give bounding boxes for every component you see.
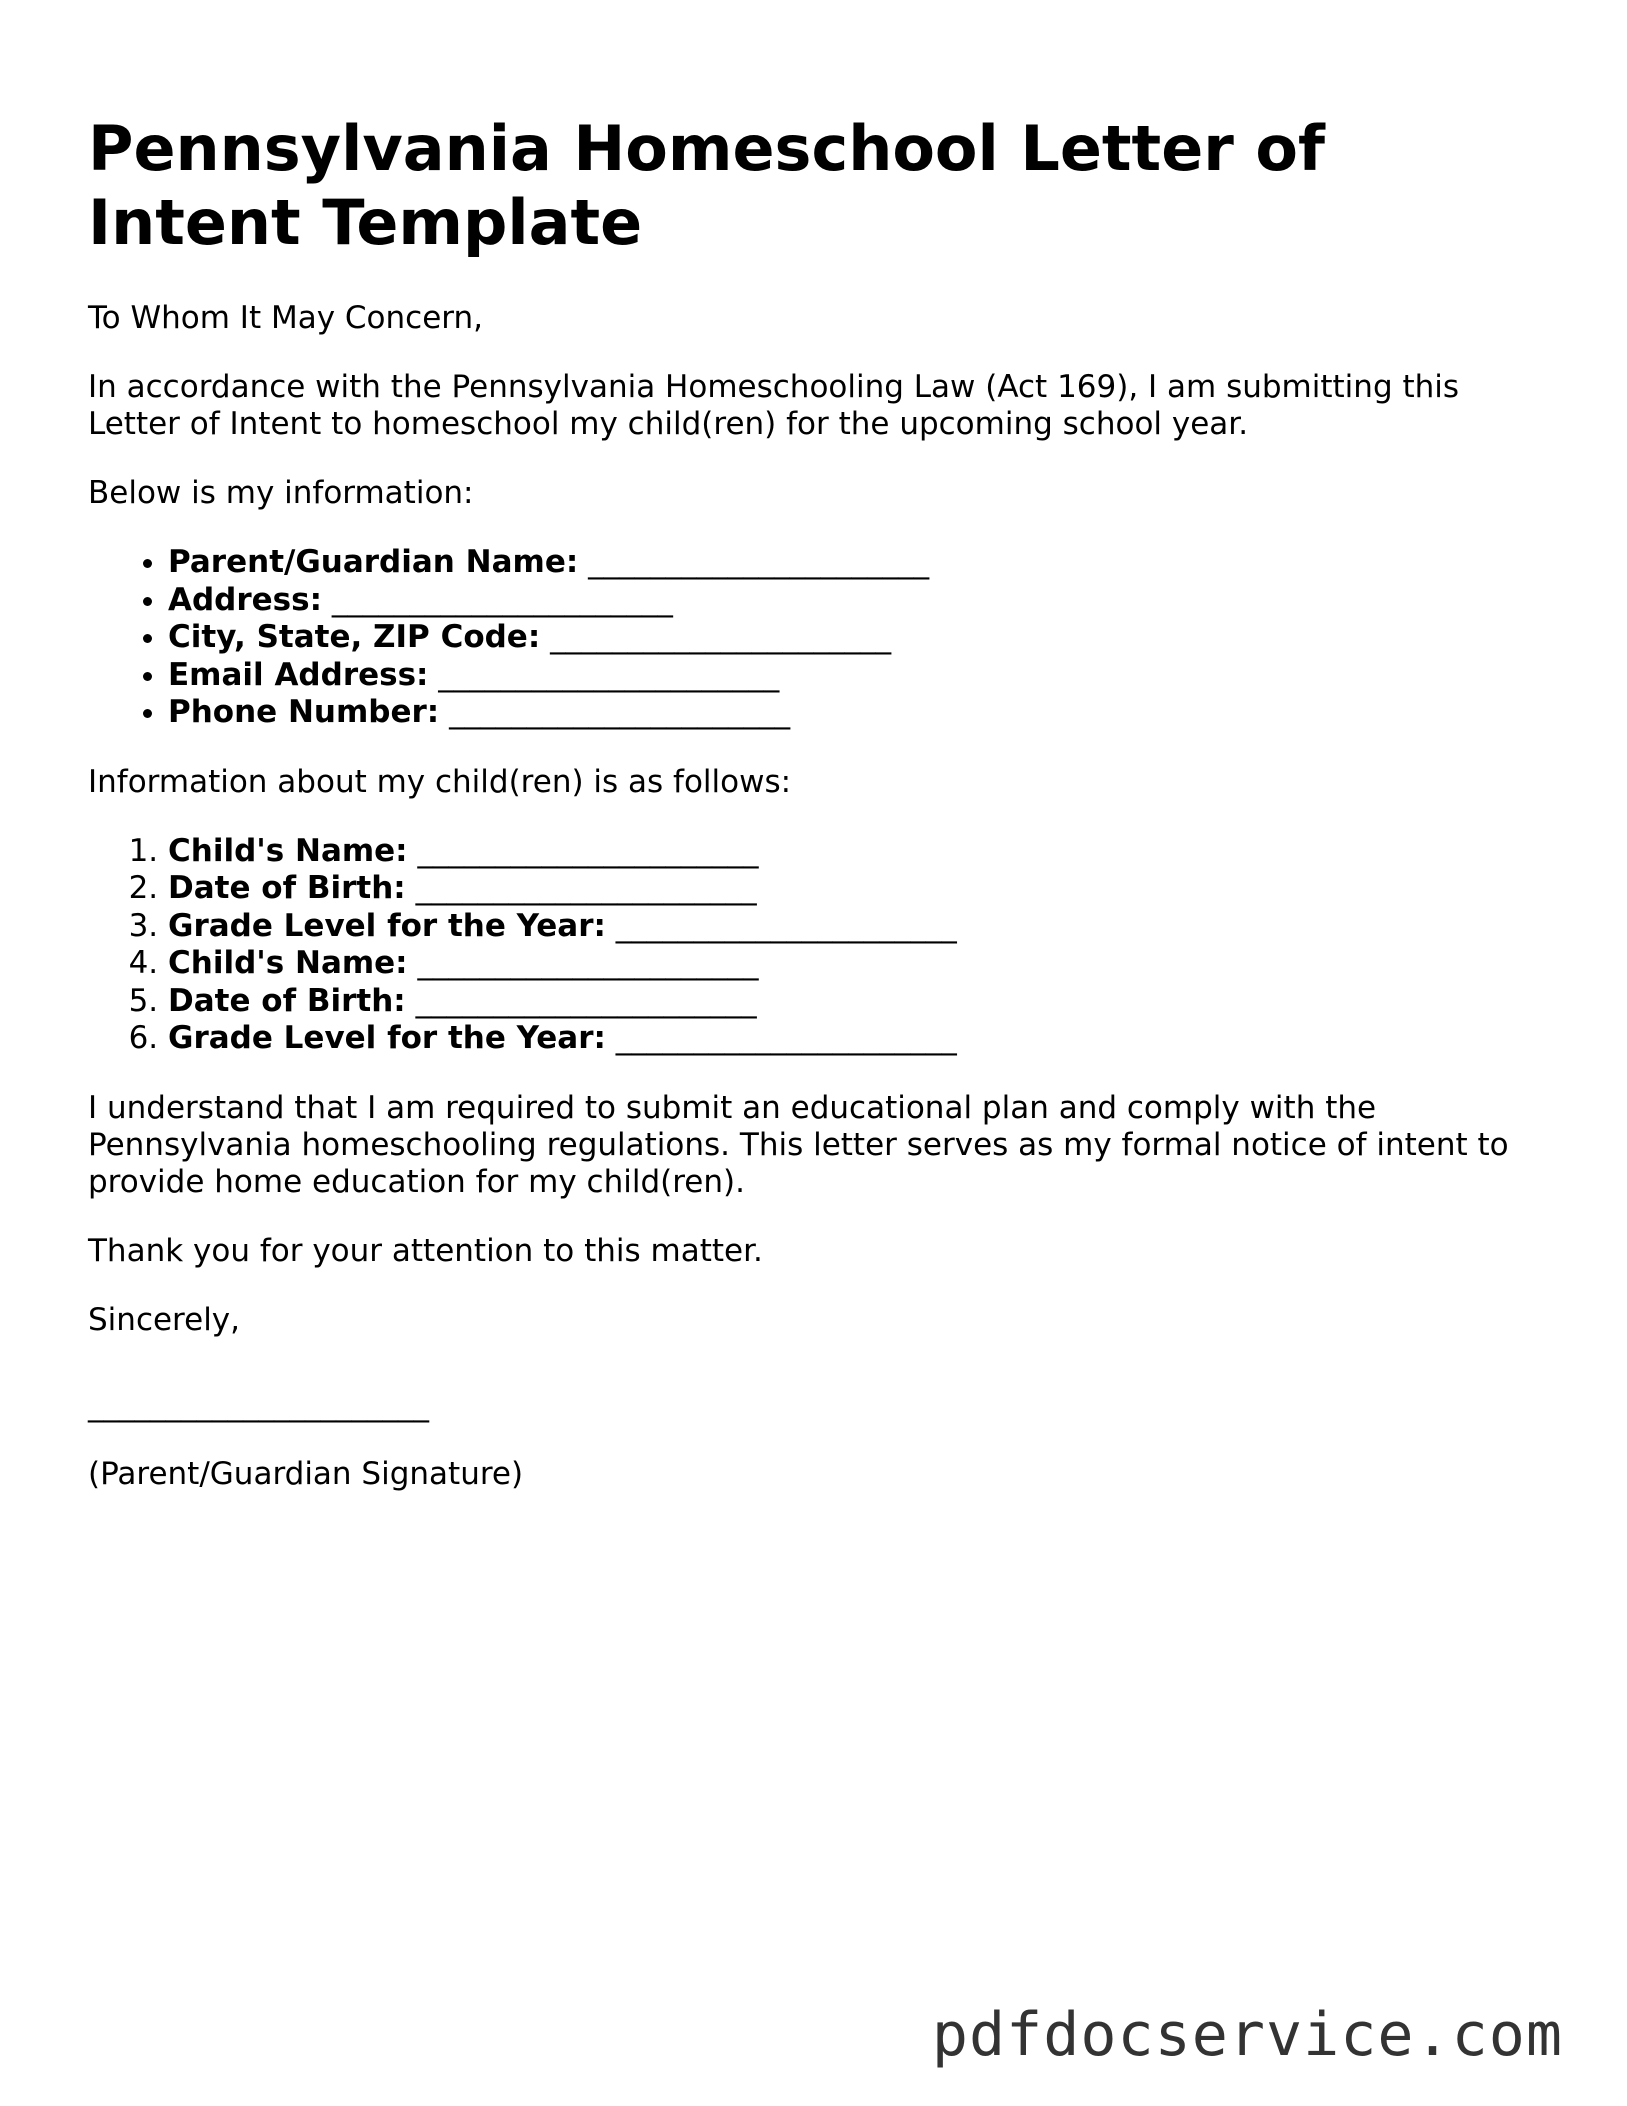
list-item [168,544,1528,582]
understanding-paragraph: I understand that I am required to submit an educational plan and comply with the Pennsylvania homeschooling regulations. This letter serves as my formal notice of intent to provide home education for my child(ren). [88,1089,1509,1200]
blank-line[interactable]: ______________________ [438,656,780,693]
blank-line[interactable]: ______________________ [588,544,930,580]
blank-line[interactable]: ______________________ [615,1020,957,1056]
list-item [168,908,1528,946]
thanks-paragraph: Thank you for your attention to this matter. [88,1232,763,1269]
field-label: Email Address: [168,656,429,693]
children-heading: Information about my child(ren) is as follows: [88,763,792,800]
blank-line[interactable]: ______________________ [550,619,892,655]
field-label: Parent/Guardian Name: [168,544,579,580]
intro-paragraph: In accordance with the Pennsylvania Homeschooling Law (Act 169), I am submitting this Letter of Intent to homeschool my child(ren) for the upcoming school year. [88,369,1460,442]
field-label: Grade Level for the Year: [168,1020,606,1056]
signature-caption: (Parent/Guardian Signature) [88,1455,524,1492]
closing: Sincerely, [88,1301,241,1338]
blank-line[interactable]: ______________________ [615,907,957,944]
child-info-list [88,833,1528,1058]
signature-line[interactable]: ______________________ [88,1386,429,1423]
blank-line[interactable]: ______________________ [331,581,673,618]
field-label: Phone Number: [168,694,440,730]
list-item [168,657,1528,695]
greeting: To Whom It May Concern, [88,300,483,336]
info-heading: Below is my information: [88,475,474,511]
list-item [168,833,1528,871]
field-label: City, State, ZIP Code: [168,619,541,655]
blank-line[interactable]: ______________________ [449,694,791,730]
document-page [88,112,1528,1525]
list-item [168,619,1528,657]
parent-info-list [88,544,1528,732]
blank-line[interactable]: ______________________ [415,982,757,1019]
field-label: Grade Level for the Year: [168,907,606,944]
blank-line[interactable]: ______________________ [415,870,757,906]
list-item [168,1020,1528,1058]
list-item [168,694,1528,732]
field-label: Date of Birth: [168,870,406,906]
field-label: Child's Name: [168,945,408,981]
list-item [168,945,1528,983]
list-item [168,582,1528,620]
watermark: pdfdocservice.com [931,2000,1563,2070]
field-label: Address: [168,581,322,618]
field-label: Date of Birth: [168,982,406,1019]
blank-line[interactable]: ______________________ [417,945,759,981]
blank-line[interactable]: ______________________ [417,832,759,869]
page-title: Pennsylvania Homeschool Letter of Intent Template [88,112,1325,259]
list-item [168,870,1528,908]
field-label: Child's Name: [168,832,408,869]
list-item [168,983,1528,1021]
